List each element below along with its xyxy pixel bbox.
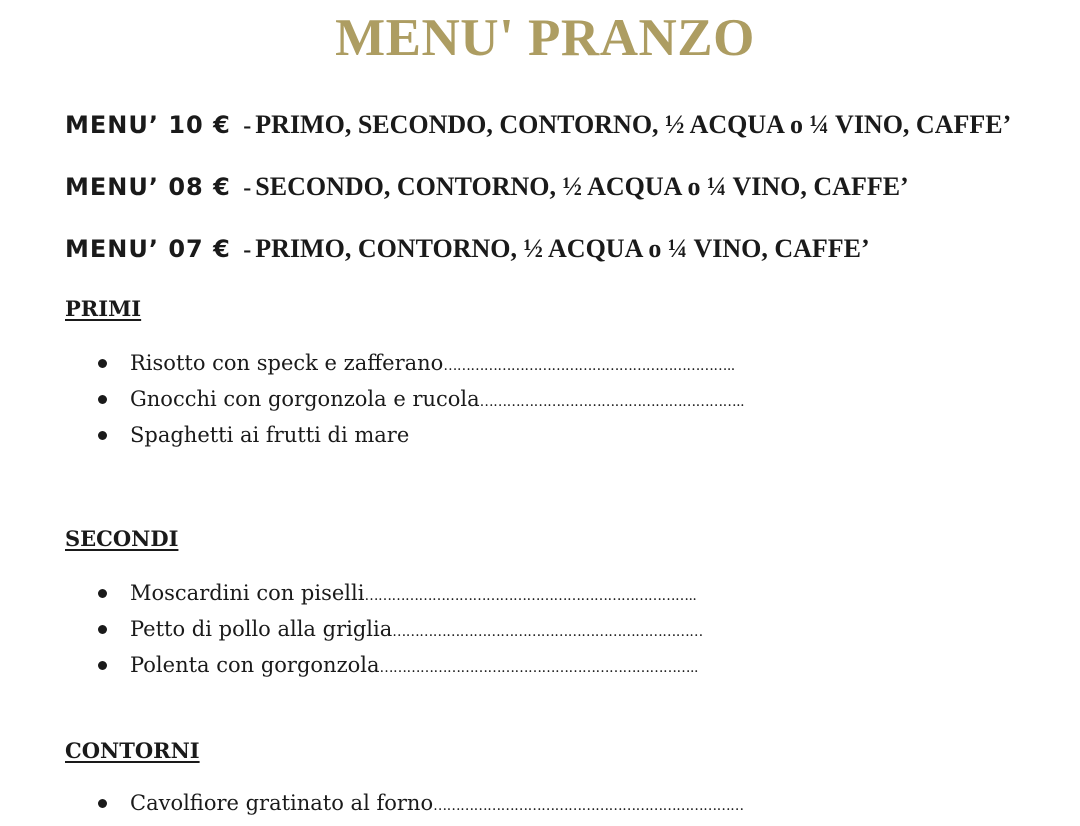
menu-separator: - — [243, 237, 252, 263]
menu-option-08 — [65, 172, 909, 202]
page-title: MENU' PRANZO — [335, 9, 755, 67]
bullet-icon — [98, 799, 107, 808]
bullet-icon — [98, 359, 107, 368]
menu-price: MENU’ 08 € — [65, 173, 231, 201]
dish-name: Risotto con speck e zafferano — [130, 351, 444, 375]
section-title-contorni: CONTORNI — [65, 738, 200, 763]
dish-name: Gnocchi con gorgonzola e rucola — [130, 387, 480, 411]
section-title-primi: PRIMI — [65, 296, 142, 321]
bullet-icon — [98, 625, 107, 634]
menu-description: PRIMO, SECONDO, CONTORNO, ½ ACQUA o ¼ VINO, CAFFE’ — [255, 110, 1012, 139]
menu-price: MENU’ 07 € — [65, 235, 231, 263]
bullet-icon — [98, 431, 107, 440]
dot-leader: ……………………………………………………………….. — [364, 588, 697, 604]
menu-option-10 — [65, 110, 1011, 140]
dish-name: Spaghetti ai frutti di mare — [130, 423, 410, 447]
dish-name: Moscardini con piselli — [130, 581, 365, 605]
dot-leader: …………………………………………………………….. — [379, 660, 698, 676]
dot-leader: …………………………………………………………… — [392, 624, 703, 640]
menu-price: MENU’ 10 € — [65, 111, 231, 139]
bullet-icon — [98, 661, 107, 670]
menu-option-07 — [65, 234, 870, 264]
menu-description: SECONDO, CONTORNO, ½ ACQUA o ¼ VINO, CAFFE’ — [255, 172, 909, 201]
dish-name: Petto di pollo alla griglia — [130, 617, 393, 641]
bullet-icon — [98, 589, 107, 598]
dish-name: Cavolfiore gratinato al forno — [130, 791, 434, 815]
section-title-secondi: SECONDI — [65, 526, 179, 551]
menu-separator: - — [243, 113, 252, 139]
dish-name: Polenta con gorgonzola — [130, 653, 380, 677]
bullet-icon — [98, 395, 107, 404]
dot-leader: ………………………………………………….. — [479, 394, 745, 410]
dot-leader: ……………………………………………………….. — [443, 358, 735, 374]
menu-separator: - — [243, 175, 252, 201]
menu-description: PRIMO, CONTORNO, ½ ACQUA o ¼ VINO, CAFFE’ — [255, 234, 870, 263]
dot-leader: …………………………………………………………… — [433, 798, 744, 814]
